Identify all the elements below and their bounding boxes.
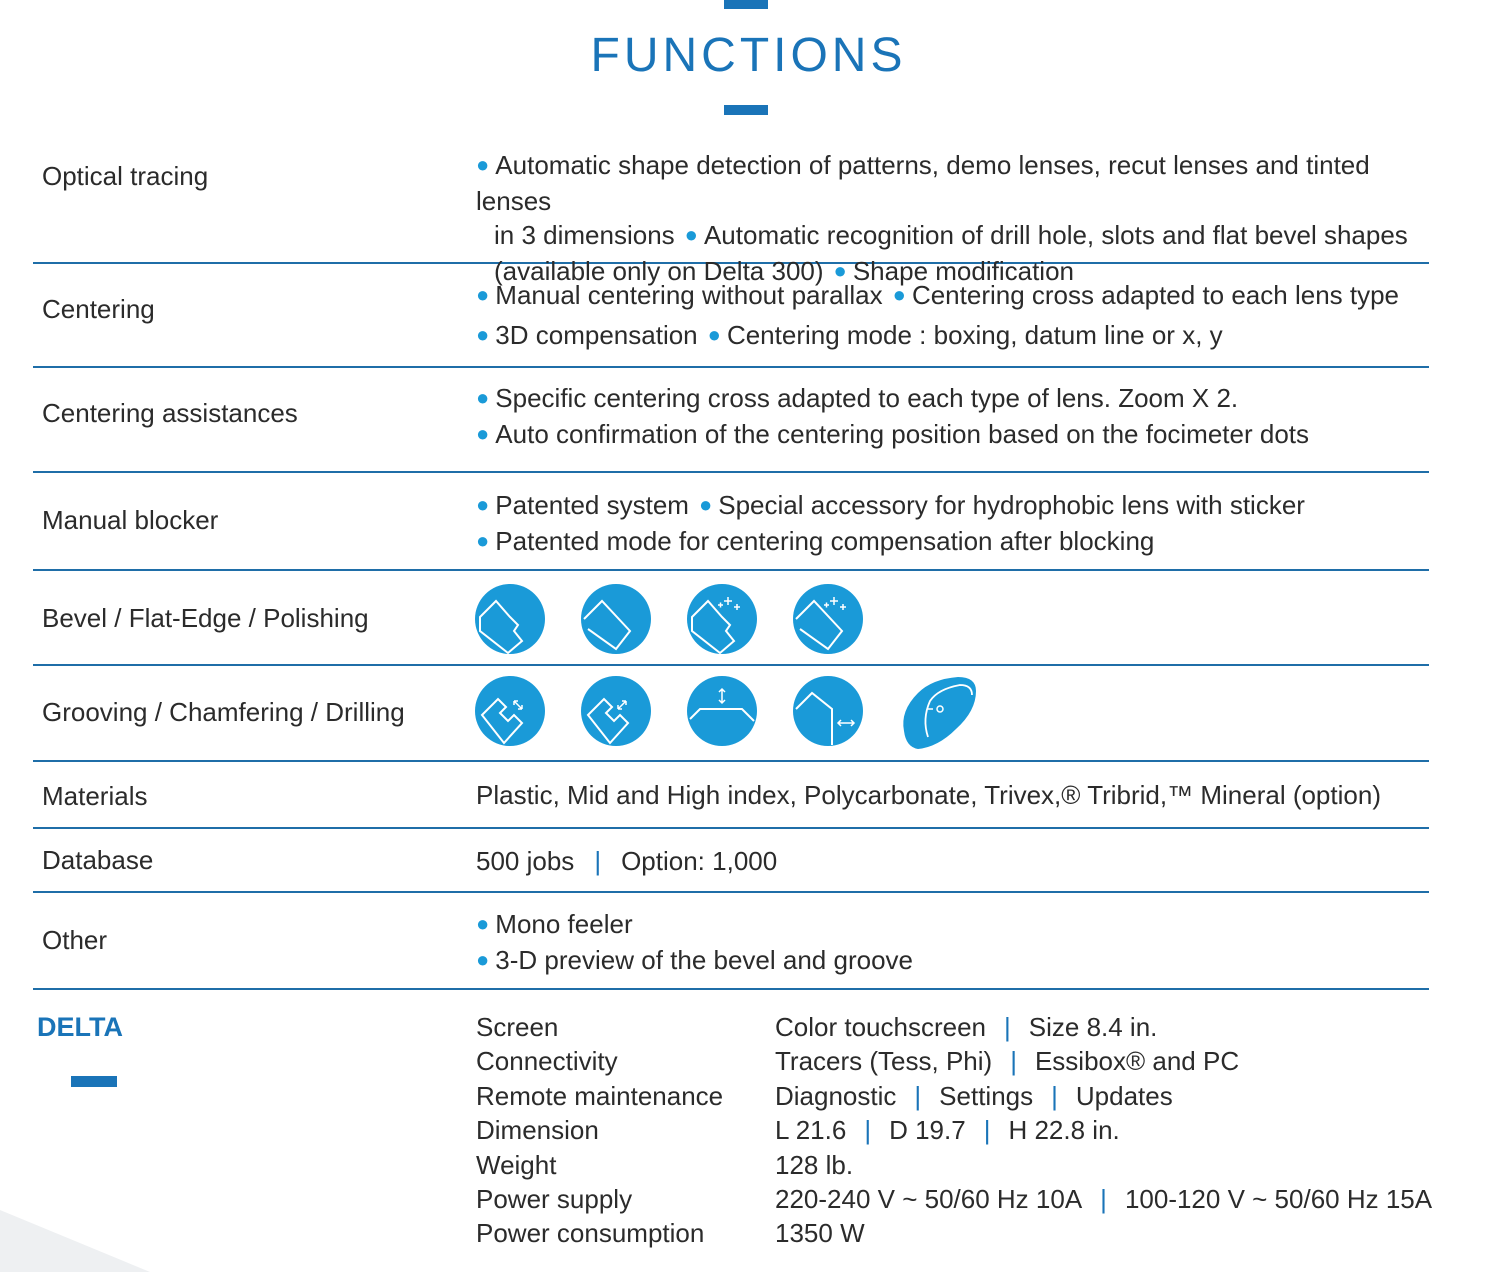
- delta-spec-table: [476, 1010, 1432, 1251]
- corner-decoration: [0, 1210, 150, 1272]
- spec-row-dimension: [476, 1113, 1432, 1147]
- bullet-icon: ●: [892, 282, 906, 307]
- bullet-icon: ●: [476, 322, 490, 347]
- row-label: Centering: [42, 294, 155, 324]
- row-materials: [33, 762, 1429, 829]
- bullet-icon: ●: [476, 152, 490, 177]
- bullet-icon: ●: [476, 385, 490, 410]
- row-label: Bevel / Flat-Edge / Polishing: [42, 603, 369, 633]
- delta-title: DELTA: [37, 1012, 123, 1042]
- spec-key: Dimension: [476, 1115, 599, 1146]
- chamfer-icon: [580, 675, 652, 747]
- feature-text: Specific centering cross adapted to each type of lens. Zoom X 2.: [495, 383, 1239, 413]
- spec-value: 220-240 V ~ 50/60 Hz 10A | 100-120 V ~ 50/60 Hz 15A: [775, 1183, 1433, 1214]
- spec-row-remote-maintenance: [476, 1079, 1432, 1113]
- database-jobs: 500 jobs: [476, 846, 575, 876]
- bullet-icon: ●: [684, 222, 698, 247]
- feature-text: Shape modification: [852, 256, 1074, 286]
- spec-row-weight: [476, 1148, 1432, 1182]
- row-label: Optical tracing: [42, 161, 209, 191]
- feature-text: Automatic shape detection of patterns, demo lenses, recut lenses and tinted lenses: [476, 150, 1370, 216]
- feature-text: 3D compensation: [495, 320, 698, 350]
- feature-text: Mono feeler: [495, 909, 633, 939]
- top-accent-bar: [724, 0, 768, 9]
- row-bevel-flat-edge-polishing: [33, 571, 1429, 666]
- spec-key: Power consumption: [476, 1218, 705, 1249]
- groove-icon: [474, 675, 546, 747]
- feature-text: Auto confirmation of the centering position based on the focimeter dots: [495, 419, 1310, 449]
- spec-key: Weight: [476, 1149, 557, 1180]
- spec-value: 1350 W: [775, 1218, 865, 1249]
- bevel-polish-icon: [686, 583, 758, 655]
- spec-value: Diagnostic | Settings | Updates: [775, 1080, 1173, 1111]
- chamfer-height-icon: [686, 675, 758, 747]
- bullet-icon: ●: [698, 492, 713, 517]
- row-content: [476, 276, 1436, 356]
- bullet-icon: ●: [476, 911, 490, 936]
- row-label: Centering assistances: [42, 398, 298, 428]
- row-content: Plastic, Mid and High index, Polycarbonate, Trivex,® Tribrid,™ Mineral (option): [476, 780, 1381, 810]
- bullet-icon: ●: [833, 258, 847, 283]
- feature-text: Special accessory for hydrophobic lens with sticker: [718, 490, 1305, 520]
- spec-value: Color touchscreen | Size 8.4 in.: [775, 1012, 1158, 1042]
- feature-text: 3-D preview of the bevel and groove: [495, 945, 913, 975]
- bevel-icon: [474, 583, 546, 655]
- row-content: [476, 381, 1436, 453]
- drill-width-icon: [792, 675, 864, 747]
- spec-key: Screen: [476, 1012, 559, 1042]
- feature-text: Automatic recognition of drill hole, slots and flat bevel shapes: [703, 220, 1408, 250]
- page-title: FUNCTIONS: [590, 29, 907, 82]
- row-content: [476, 844, 1436, 878]
- feature-text: Patented system: [495, 490, 689, 520]
- feature-text: Centering cross adapted to each lens type: [911, 280, 1400, 310]
- feature-text: Manual centering without parallax: [495, 280, 883, 310]
- row-content: [476, 907, 1436, 979]
- row-content: [476, 488, 1436, 560]
- database-option: Option: 1,000: [621, 846, 778, 876]
- icon-group: [474, 675, 978, 751]
- feature-text: Patented mode for centering compensation after blocking: [495, 526, 1155, 556]
- row-label: Other: [42, 925, 108, 955]
- delta-underline: [71, 1076, 117, 1087]
- bullet-icon: ●: [476, 421, 490, 446]
- drilled-lens-icon: [898, 671, 978, 751]
- title-underline: [724, 105, 768, 115]
- flat-edge-polish-icon: [792, 583, 864, 655]
- row-grooving-chamfering-drilling: [33, 666, 1429, 762]
- bullet-icon: ●: [476, 947, 490, 972]
- feature-text: in 3 dimensions: [494, 220, 675, 250]
- row-label: Manual blocker: [42, 505, 219, 535]
- spec-key: Connectivity: [476, 1046, 618, 1077]
- bullet-icon: ●: [476, 492, 490, 517]
- spec-row-connectivity: [476, 1044, 1432, 1078]
- spec-key: Power supply: [476, 1183, 633, 1214]
- spec-value: L 21.6 | D 19.7 | H 22.8 in.: [775, 1115, 1120, 1146]
- spec-row-power-consumption: [476, 1216, 1432, 1250]
- row-other: [33, 893, 1429, 990]
- row-database: [33, 829, 1429, 893]
- row-centering: [33, 264, 1429, 368]
- bullet-icon: ●: [476, 282, 490, 307]
- separator: |: [594, 846, 602, 876]
- row-label: Materials: [42, 781, 148, 811]
- feature-text: (available only on Delta 300): [494, 256, 824, 286]
- spec-value: Tracers (Tess, Phi) | Essibox® and PC: [775, 1046, 1240, 1077]
- spec-row-power-supply: [476, 1182, 1432, 1216]
- row-manual-blocker: [33, 473, 1429, 571]
- bullet-icon: ●: [476, 528, 490, 553]
- spec-key: Remote maintenance: [476, 1080, 724, 1111]
- spec-value: 128 lb.: [775, 1149, 854, 1180]
- row-centering-assistances: [33, 368, 1429, 473]
- flat-edge-icon: [580, 583, 652, 655]
- row-optical-tracing: [33, 148, 1429, 286]
- spec-row-screen: [476, 1010, 1432, 1044]
- icon-group: [474, 583, 864, 655]
- bullet-icon: ●: [707, 322, 721, 347]
- feature-text: Centering mode : boxing, datum line or x, y: [726, 320, 1223, 350]
- row-label: Database: [42, 845, 154, 875]
- row-label: Grooving / Chamfering / Drilling: [42, 697, 405, 727]
